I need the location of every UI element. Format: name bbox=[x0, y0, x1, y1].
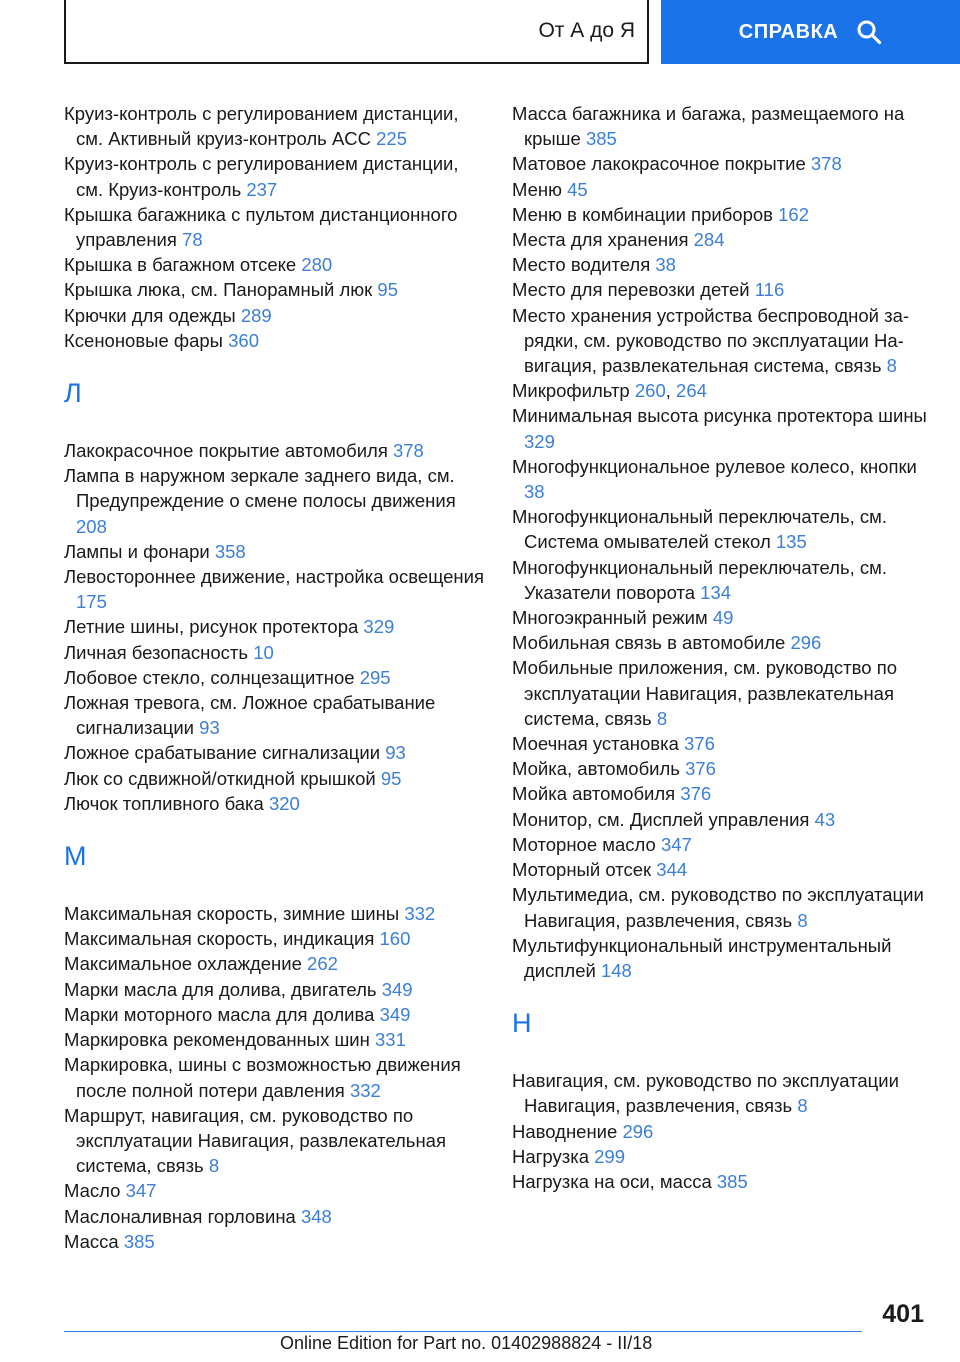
index-entry bbox=[512, 832, 932, 857]
index-entry-text: Место водителя bbox=[512, 254, 651, 276]
index-entry-text: Нагрузка на оси, масса bbox=[512, 1170, 712, 1192]
page-link[interactable]: 349 bbox=[381, 978, 413, 1000]
index-entry-text: Микрофильтр bbox=[512, 380, 630, 402]
page-link[interactable]: 43 bbox=[814, 808, 836, 830]
index-entry-text: Максимальная скорость, индикация bbox=[64, 928, 375, 950]
index-entry bbox=[64, 1027, 484, 1052]
index-entry-text: Ложное срабатывание сигнализации bbox=[64, 742, 381, 764]
index-entry bbox=[64, 791, 484, 816]
page-link[interactable]: 95 bbox=[377, 279, 398, 301]
index-entry bbox=[512, 807, 932, 832]
index-entry-text: Навигация, см. руководство по эксплуатации Навигация, развлечения, связь bbox=[512, 1070, 899, 1117]
index-entry-text: Маркировка, шины с возможностью движения после полной потери давления bbox=[64, 1054, 461, 1101]
section-tab-label: От А до Я bbox=[538, 19, 635, 42]
index-entry bbox=[64, 151, 484, 201]
index-entry bbox=[512, 202, 932, 227]
index-entry-text: Марки масла для долива, двигатель bbox=[64, 978, 377, 1000]
index-entry-text: Круиз-контроль с регулированием дистанции, см. Активный круиз-контроль ACC bbox=[64, 103, 459, 150]
page-link[interactable]: 160 bbox=[379, 928, 411, 950]
page-link[interactable]: 376 bbox=[680, 783, 712, 805]
index-column-left bbox=[64, 101, 484, 1254]
index-entry-text: Многофункциональный переключатель, см. Система омывателей стекол bbox=[512, 506, 887, 553]
page-number: 401 bbox=[882, 1300, 924, 1328]
index-entry-text: Крышка багажника с пультом дистанционного управления bbox=[64, 203, 458, 251]
index-entry bbox=[512, 605, 932, 630]
page-link[interactable]: 289 bbox=[240, 304, 272, 326]
index-entry bbox=[512, 252, 932, 277]
index-entry bbox=[64, 1229, 484, 1254]
page-link[interactable]: 225 bbox=[376, 128, 408, 150]
index-entry-text: Левостороннее движение, настройка освещения bbox=[64, 566, 484, 588]
index-entry-text: Мобильные приложения, см. руководство по эксплуатации Навигация, развлекательная система, связь bbox=[512, 657, 897, 729]
page-link[interactable]: 349 bbox=[379, 1003, 411, 1025]
page-link[interactable]: 295 bbox=[359, 666, 391, 688]
page-link[interactable]: 10 bbox=[253, 641, 274, 663]
index-entry bbox=[512, 1119, 932, 1144]
index-entry-text: Круиз-контроль с регулированием дистанции, см. Круиз-контроль bbox=[64, 153, 459, 200]
index-entry: Микрофильтр 260, 264 bbox=[512, 380, 707, 402]
index-entry-text: Мойка автомобиля bbox=[512, 783, 676, 805]
index-entry-text: Минимальная высота рисунка протектора шины bbox=[512, 405, 927, 427]
page-link[interactable]: 8 bbox=[886, 355, 897, 377]
footer-rule bbox=[64, 1331, 862, 1332]
index-entry bbox=[512, 857, 932, 882]
page-link[interactable]: 262 bbox=[307, 953, 338, 975]
index-entry-text: Маркировка рекомендованных шин bbox=[64, 1029, 370, 1051]
index-entry-text: Крышка люка, см. Панорамный люк bbox=[64, 279, 373, 301]
index-entry bbox=[64, 1002, 484, 1027]
index-entry-text: Марки моторного масла для долива bbox=[64, 1003, 375, 1025]
index-entry-text: Нагрузка bbox=[512, 1145, 589, 1167]
index-entry bbox=[512, 781, 932, 806]
page-link[interactable]: 347 bbox=[660, 833, 692, 855]
index-entry-text: Многоэкранный режим bbox=[512, 607, 708, 629]
page-link[interactable]: 38 bbox=[655, 254, 676, 276]
page-link[interactable]: 378 bbox=[392, 440, 424, 462]
index-entry-text: Масло bbox=[64, 1180, 121, 1202]
page-link[interactable]: 8 bbox=[656, 707, 668, 729]
index-entry bbox=[512, 731, 932, 756]
page-link[interactable]: 162 bbox=[778, 203, 809, 225]
index-entry-text: Моечная установка bbox=[512, 733, 679, 755]
index-entry bbox=[64, 640, 484, 665]
index-entry bbox=[64, 564, 484, 614]
page-link[interactable]: 134 bbox=[700, 581, 732, 603]
index-entry-text: Личная безопасность bbox=[64, 641, 249, 663]
index-entry bbox=[512, 933, 932, 983]
index-entry bbox=[512, 454, 932, 504]
index-entry-text: Место для перевозки детей bbox=[512, 279, 750, 301]
page-link[interactable]: 299 bbox=[594, 1145, 626, 1167]
page-link[interactable]: 208 bbox=[76, 515, 107, 537]
page-link[interactable]: 385 bbox=[123, 1230, 155, 1252]
index-entry bbox=[64, 463, 484, 539]
index-entry-text: Мультимедиа, см. руководство по эксплуатации Навигация, развлечения, связь bbox=[512, 884, 924, 931]
index-entry bbox=[64, 1204, 484, 1229]
index-entry-text: Лампы и фонари bbox=[64, 540, 210, 562]
page-link[interactable]: 329 bbox=[524, 430, 555, 452]
index-entry-text: Лючок топливного бака bbox=[64, 792, 264, 814]
index-entry-text: Лакокрасочное покрытие автомобиля bbox=[64, 440, 388, 462]
index-entry bbox=[64, 277, 484, 302]
index-entry-text: Мультифункциональный инструментальный дисплей bbox=[512, 934, 892, 981]
footer-edition: Online Edition for Part no. 01402988824 - II/18 bbox=[280, 1333, 653, 1353]
index-entry bbox=[512, 1169, 932, 1194]
index-entry bbox=[64, 766, 484, 791]
index-entry-text: Моторное масло bbox=[512, 833, 656, 855]
index-entry-text: Многофункциональный переключатель, см. Указатели поворота bbox=[512, 556, 887, 603]
index-entry bbox=[512, 655, 932, 731]
index-entry bbox=[512, 277, 932, 302]
index-entry bbox=[64, 252, 484, 277]
index-entry-text: Меню bbox=[512, 178, 562, 200]
index-entry-text: Маршрут, навигация, см. руководство по эксплуатации Навигация, развлекательная система, связь bbox=[64, 1104, 446, 1177]
page-link[interactable]: 376 bbox=[684, 733, 715, 755]
index-entry-text: Масса bbox=[64, 1230, 119, 1252]
section-tab[interactable] bbox=[64, 0, 649, 64]
index-entry bbox=[64, 690, 484, 740]
index-entry bbox=[64, 303, 484, 328]
page-link[interactable]: 93 bbox=[199, 717, 220, 739]
index-entry bbox=[64, 977, 484, 1002]
index-entry-text: Летние шины, рисунок протектора bbox=[64, 616, 359, 638]
index-entry-text: Мойка, автомобиль bbox=[512, 758, 680, 780]
index-entry-text: Меню в комбинации приборов bbox=[512, 203, 773, 225]
index-entry-text: Маслоналивная горловина bbox=[64, 1205, 296, 1227]
page-link[interactable]: 296 bbox=[790, 632, 822, 654]
index-entry-text: Моторный отсек bbox=[512, 859, 652, 881]
index-column-right bbox=[512, 101, 932, 1194]
page-link[interactable]: 78 bbox=[182, 229, 203, 251]
index-letter-heading: М bbox=[64, 841, 87, 872]
index-entry bbox=[64, 951, 484, 976]
page-link[interactable]: 348 bbox=[300, 1205, 332, 1227]
index-entry-text: Многофункциональное рулевое колесо, кнопки bbox=[512, 455, 917, 477]
index-entry-text: Лобовое стекло, солнцезащитное bbox=[64, 666, 355, 688]
index-entry bbox=[64, 438, 484, 463]
index-entry bbox=[64, 1178, 484, 1203]
page-link[interactable]: 148 bbox=[600, 959, 632, 981]
page-link[interactable]: 376 bbox=[685, 758, 716, 780]
index-entry-text: Ксеноновые фары bbox=[64, 329, 223, 351]
index-entry bbox=[64, 614, 484, 639]
page-link[interactable]: 331 bbox=[375, 1029, 406, 1051]
page-link[interactable]: 8 bbox=[208, 1155, 220, 1177]
page-link[interactable]: 93 bbox=[385, 742, 406, 764]
page-link[interactable]: 260 bbox=[634, 380, 666, 402]
index-entry bbox=[512, 101, 932, 151]
page-link[interactable]: 385 bbox=[585, 128, 617, 150]
page-link[interactable]: 175 bbox=[76, 591, 107, 613]
page-link[interactable]: 49 bbox=[712, 607, 734, 629]
page-link[interactable]: 344 bbox=[656, 859, 688, 881]
index-entry bbox=[512, 1068, 932, 1118]
index-entry-text: Монитор, см. Дисплей управления bbox=[512, 808, 810, 830]
index-entry bbox=[512, 555, 932, 605]
index-entry-text: Масса багажника и багажа, размещаемого на крыше bbox=[512, 103, 905, 150]
page-link[interactable]: 116 bbox=[754, 279, 785, 301]
page-link[interactable]: 320 bbox=[268, 792, 300, 814]
index-entry bbox=[64, 1103, 484, 1179]
index-entry bbox=[64, 101, 484, 151]
index-entry bbox=[512, 151, 932, 176]
page-link[interactable]: 329 bbox=[363, 616, 395, 638]
page-link[interactable]: 264 bbox=[676, 380, 707, 402]
index-entry-text: Места для хранения bbox=[512, 229, 689, 251]
index-entry bbox=[64, 1052, 484, 1102]
index-entry-text: Матовое лакокрасочное покрытие bbox=[512, 153, 806, 175]
index-entry-text: Максимальная скорость, зимние шины bbox=[64, 903, 400, 925]
search-icon bbox=[856, 19, 882, 45]
index-entry bbox=[512, 1144, 932, 1169]
index-entry bbox=[512, 756, 932, 781]
index-entry bbox=[64, 539, 484, 564]
index-letter-heading: Л bbox=[64, 378, 82, 409]
index-entry-text: Крышка в багажном отсеке bbox=[64, 254, 297, 276]
index-entry bbox=[64, 740, 484, 765]
page-link[interactable]: 237 bbox=[246, 178, 278, 200]
page-link[interactable]: 385 bbox=[716, 1170, 748, 1192]
index-entry bbox=[512, 504, 932, 554]
index-entry-text: Наводнение bbox=[512, 1120, 618, 1142]
page-link[interactable]: 95 bbox=[380, 767, 402, 789]
page-link[interactable]: 332 bbox=[404, 903, 436, 925]
index-entry bbox=[64, 202, 484, 252]
index-entry bbox=[64, 328, 484, 353]
index-entry bbox=[512, 630, 932, 655]
page-link[interactable]: 135 bbox=[775, 531, 807, 553]
page-link[interactable]: 360 bbox=[228, 329, 259, 351]
index-entry-text: Максимальное охлаждение bbox=[64, 953, 302, 975]
index-entry-text: Мобильная связь в автомобиле bbox=[512, 632, 786, 654]
index-entry-text: Ложная тревога, см. Ложное срабатывание сигнализации bbox=[64, 692, 436, 739]
index-entry bbox=[64, 901, 484, 926]
index-entry bbox=[64, 926, 484, 951]
index-entry bbox=[512, 177, 932, 202]
index-entry-text: Крючки для одежды bbox=[64, 304, 236, 326]
page-link[interactable]: 280 bbox=[301, 254, 333, 276]
page-link[interactable]: 8 bbox=[797, 1095, 808, 1117]
index-entry bbox=[512, 303, 932, 379]
index-entry-text: Лампа в наружном зеркале заднего вида, см. Предупреждение о смене полосы движения bbox=[64, 465, 456, 512]
page-link[interactable]: 38 bbox=[524, 481, 545, 503]
help-tab[interactable] bbox=[661, 0, 960, 64]
page-link[interactable]: 378 bbox=[810, 153, 842, 175]
index-entry-text: Люк со сдвижной/откидной крышкой bbox=[64, 767, 376, 789]
index-letter-heading: Н bbox=[512, 1008, 532, 1039]
help-tab-label: СПРАВКА bbox=[738, 20, 839, 43]
page-link[interactable]: 284 bbox=[693, 229, 725, 251]
page-link[interactable]: 296 bbox=[622, 1120, 654, 1142]
index-entry bbox=[512, 882, 932, 932]
page-link[interactable]: 347 bbox=[125, 1180, 157, 1202]
index-entry bbox=[64, 665, 484, 690]
index-entry-text: Место хранения устройства беспроводной зарядки, см. руководство по эксплуатации Навигация, развлекательная система, связь bbox=[512, 304, 910, 377]
index-entry bbox=[512, 403, 932, 453]
page-link[interactable]: 45 bbox=[567, 178, 588, 200]
page-link[interactable]: 8 bbox=[797, 909, 808, 931]
index-entry bbox=[512, 227, 932, 252]
page-link[interactable]: 332 bbox=[349, 1079, 381, 1101]
page-link[interactable]: 358 bbox=[214, 540, 246, 562]
